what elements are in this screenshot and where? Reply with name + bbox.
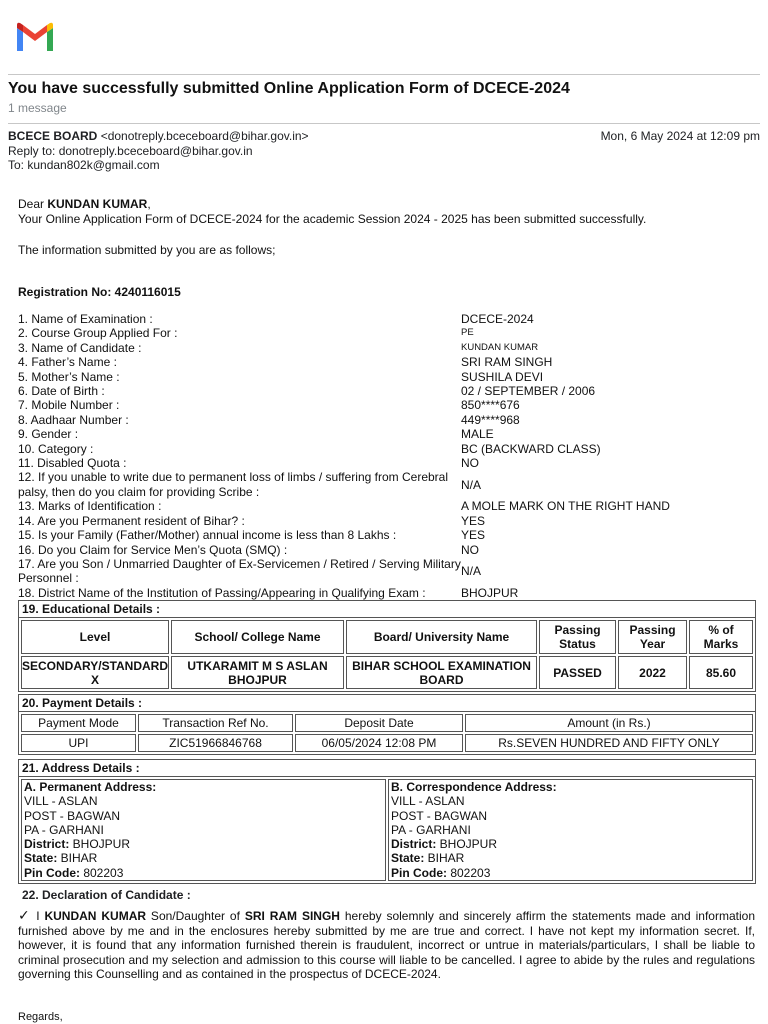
info-label: 12. If you unable to write due to permanent loss of limbs / suffering from Cerebral palsy, then do you claim for providing Scribe : <box>18 470 448 499</box>
edu-header-school: School/ College Name <box>171 620 344 654</box>
info-label: 2. Course Group Applied For : <box>18 326 178 341</box>
info-line: The information submitted by you are as follows; <box>18 243 276 257</box>
info-row <box>18 427 758 441</box>
regards: Regards, <box>18 1011 63 1023</box>
info-label: 11. Disabled Quota : <box>18 456 127 471</box>
info-row <box>18 514 758 528</box>
pay-header-mode: Payment Mode <box>21 714 136 732</box>
info-row <box>18 470 758 499</box>
edu-status: PASSED <box>539 656 616 689</box>
info-label: 7. Mobile Number : <box>18 398 120 413</box>
info-value: 02 / SEPTEMBER / 2006 <box>461 384 596 399</box>
info-row <box>18 355 758 369</box>
info-label: 16. Do you Claim for Service Men’s Quota (SMQ) : <box>18 542 288 557</box>
info-value: N/A <box>461 477 482 492</box>
pay-header-amount: Amount (in Rs.) <box>465 714 753 732</box>
info-row <box>18 398 758 412</box>
info-label: 6. Date of Birth : <box>18 384 105 399</box>
permanent-address: A. Permanent Address: VILL - ASLAN POST - BAGWAN PA - GARHANI District: BHOJPUR State: BIHAR Pin Code: 802203 <box>21 779 386 881</box>
edu-year: 2022 <box>618 656 687 689</box>
info-label: 4. Father’s Name : <box>18 355 117 370</box>
check-icon: ✓ <box>18 907 32 923</box>
edu-board: BIHAR SCHOOL EXAMINATION BOARD <box>346 656 537 689</box>
info-label: 3. Name of Candidate : <box>18 340 142 355</box>
edu-header-status: Passing Status <box>539 620 616 654</box>
sender-email[interactable]: <donotreply.bceceboard@bihar.gov.in> <box>100 129 309 143</box>
info-row <box>18 499 758 513</box>
subject-divider <box>8 123 760 124</box>
intro-line: Your Online Application Form of DCECE-2024 for the academic Session 2024 - 2025 has been submitted successfully. <box>18 212 647 226</box>
address-details-title: 21. Address Details : <box>19 760 755 777</box>
reply-to: Reply to: donotreply.bceceboard@bihar.gov.in <box>8 143 253 158</box>
info-label: 8. Aadhaar Number : <box>18 412 129 427</box>
application-info-list <box>18 312 758 600</box>
pay-header-ref: Transaction Ref No. <box>138 714 293 732</box>
info-value: SUSHILA DEVI <box>461 369 544 384</box>
payment-details-title: 20. Payment Details : <box>19 695 755 712</box>
info-row <box>18 341 758 355</box>
info-label: 15. Is your Family (Father/Mother) annual income is less than 8 Lakhs : <box>18 528 397 543</box>
gmail-logo-icon <box>14 22 56 52</box>
pay-header-date: Deposit Date <box>295 714 463 732</box>
info-value: 850****676 <box>461 398 520 413</box>
info-value: A MOLE MARK ON THE RIGHT HAND <box>461 499 670 514</box>
info-row <box>18 543 758 557</box>
info-value: MALE <box>461 427 494 442</box>
registration-number: Registration No: 4240116015 <box>18 285 181 299</box>
info-value: 449****968 <box>461 412 520 427</box>
payment-details-table <box>18 694 756 755</box>
greeting: Dear KUNDAN KUMAR, <box>18 197 151 211</box>
info-label: 5. Mother’s Name : <box>18 369 120 384</box>
info-row <box>18 326 758 340</box>
info-row <box>18 413 758 427</box>
email-header <box>8 129 309 173</box>
info-value: N/A <box>461 564 482 579</box>
email-subject: You have successfully submitted Online Application Form of DCECE-2024 <box>8 80 570 97</box>
info-row <box>18 442 758 456</box>
info-row <box>18 456 758 470</box>
info-label: 1. Name of Examination : <box>18 312 153 326</box>
edu-header-board: Board/ University Name <box>346 620 537 654</box>
correspondence-address: B. Correspondence Address: VILL - ASLAN POST - BAGWAN PA - GARHANI District: BHOJPUR State: BIHAR Pin Code: 802203 <box>388 779 753 881</box>
info-label: 14. Are you Permanent resident of Bihar? : <box>18 513 245 528</box>
pay-date: 06/05/2024 12:08 PM <box>295 734 463 752</box>
info-row <box>18 557 758 586</box>
info-value: KUNDAN KUMAR <box>461 341 539 353</box>
info-value: YES <box>461 513 486 528</box>
declaration-title: 22. Declaration of Candidate : <box>22 888 191 902</box>
info-row <box>18 528 758 542</box>
email-date: Mon, 6 May 2024 at 12:09 pm <box>600 129 760 143</box>
edu-level: SECONDARY/STANDARD X <box>21 656 169 689</box>
header-divider <box>8 74 760 75</box>
info-label: 9. Gender : <box>18 427 79 442</box>
pay-ref: ZIC51966846768 <box>138 734 293 752</box>
message-count: 1 message <box>8 101 67 115</box>
info-value: BC (BACKWARD CLASS) <box>461 441 601 456</box>
info-row <box>18 384 758 398</box>
info-row <box>18 586 758 600</box>
edu-header-year: Passing Year <box>618 620 687 654</box>
educational-details-table <box>18 600 756 692</box>
candidate-name: KUNDAN KUMAR <box>47 197 148 211</box>
info-value: DCECE-2024 <box>461 312 534 326</box>
info-label: 17. Are you Son / Unmarried Daughter of Ex-Servicemen / Retired / Serving Military Personnel : <box>18 556 461 586</box>
info-value: NO <box>461 456 479 471</box>
info-value: YES <box>461 528 486 543</box>
edu-school: UTKARAMIT M S ASLAN BHOJPUR <box>171 656 344 689</box>
edu-marks: 85.60 <box>689 656 753 689</box>
edu-header-level: Level <box>21 620 169 654</box>
edu-header-marks: % of Marks <box>689 620 753 654</box>
pay-amount: Rs.SEVEN HUNDRED AND FIFTY ONLY <box>465 734 753 752</box>
address-details-table <box>18 759 756 884</box>
info-value: NO <box>461 542 479 557</box>
recipient: To: kundan802k@gmail.com <box>8 158 160 172</box>
educational-details-title: 19. Educational Details : <box>19 601 755 618</box>
sender-name: BCECE BOARD <box>8 129 98 143</box>
info-row <box>18 370 758 384</box>
info-label: 10. Category : <box>18 441 94 456</box>
pay-mode: UPI <box>21 734 136 752</box>
info-label: 18. District Name of the Institution of Passing/Appearing in Qualifying Exam : <box>18 585 426 600</box>
declaration-text: ✓ I KUNDAN KUMAR Son/Daughter of SRI RAM SINGH hereby solemnly and sincerely affirm the statements made and information furnished above by me and in the enclosures hereby submitted by me are true and correct. I have not kept my information secret. If, however, it is found that any information furnished therein is fraudulent, incorrect or untrue in materials/particulars, I shall be liable to criminal prosecution and my selection and admission to this course will liable to be cancelled. I agree to abide by the rules and regulations governing this Counselling and as contained in the prospectus of DCECE-2024. <box>18 907 755 981</box>
info-row <box>18 312 758 326</box>
info-value: SRI RAM SINGH <box>461 355 553 370</box>
info-value: PE <box>461 327 474 339</box>
info-label: 13. Marks of Identification : <box>18 499 162 514</box>
info-value: BHOJPUR <box>461 585 519 600</box>
